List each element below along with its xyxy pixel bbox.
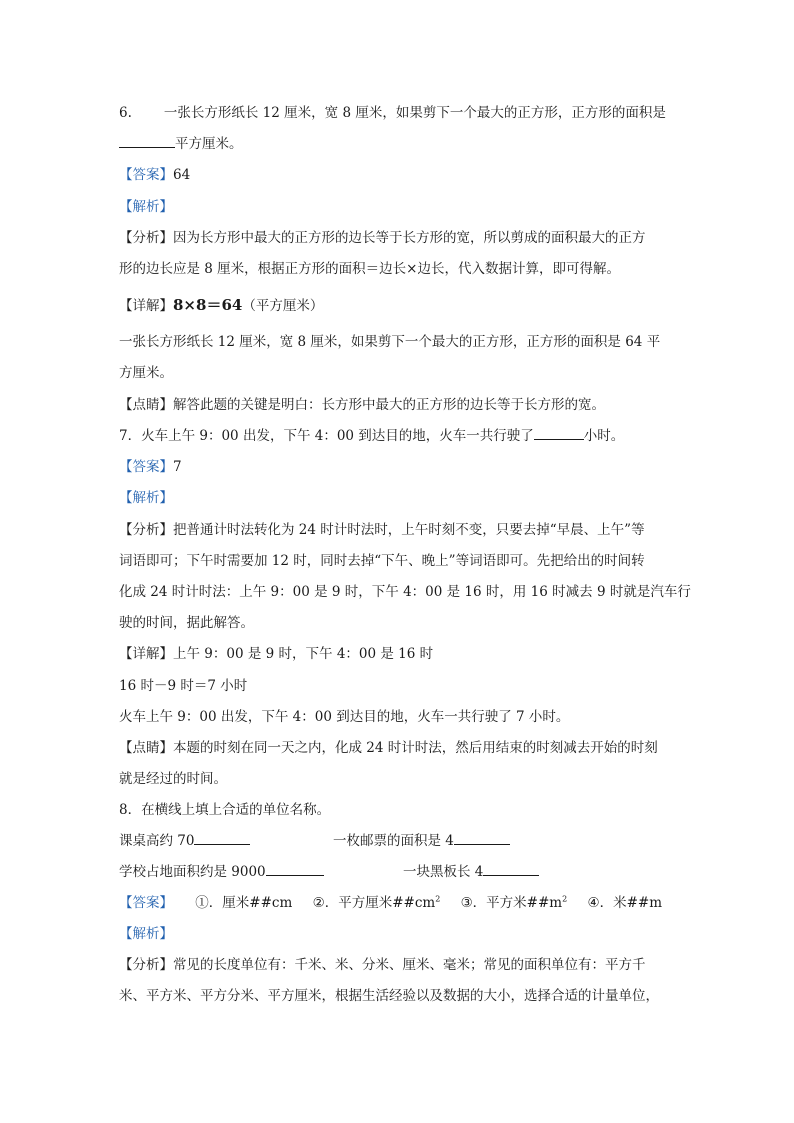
q6-fenxi-text: 因为长方形中最大的正方形的边长等于长方形的宽，所以剪成的面积最大的正方 [173,230,646,246]
q7-xiangjie-text: 上午 9：00 是 9 时，下午 4：00 是 16 时 [173,646,434,662]
q6-dianjing [119,396,605,414]
q8-answer-2-sup: 2 [435,894,441,904]
analysis-tag: 【解析】 [119,926,173,942]
q7-fenxi-text-2: 词语即可；下午时需要加 12 时，同时去掉“下午、晚上”等词语即可。先把给出的时间转 [119,553,645,569]
q6-fenxi-line1 [119,229,646,247]
q8-answer [119,894,662,912]
q8-blank-3 [266,863,324,876]
q7-fenxi-text-4: 驶的时间，据此解答。 [119,615,254,631]
q6-xiangjie-text-2: 方厘米。 [119,365,173,381]
analysis-tag: 【解析】 [119,199,173,215]
q8-answer-3: ③．平方米##m [460,895,563,911]
q7-xiangjie-line3 [119,708,569,726]
q7-xiangjie-text-3: 火车上午 9：00 出发，下午 4：00 到达目的地，火车一共行驶了 7 小时。 [119,709,570,725]
q6-fenxi-text-2: 形的边长应是 8 厘米，根据正方形的面积＝边长×边长，代入数据计算，即可得解。 [119,261,620,277]
q6-unit: （平方厘米） [242,298,324,314]
q6-text: 一张长方形纸长 12 厘米，宽 8 厘米，如果剪下一个最大的正方形，正方形的面积是 [163,105,666,121]
q7-blank [534,427,584,440]
q8-item3 [119,863,324,881]
q8-item4-text: 一块黑板长 4 [403,864,484,880]
q7-xiangjie-line2 [119,677,247,695]
answer-tag: 【答案】 [119,459,173,475]
q8-blank-4 [483,863,539,876]
q8-question [119,801,330,819]
q8-item2 [333,832,510,850]
q6-text-after-blank: 平方厘米。 [175,136,243,152]
q8-text: 8．在横线上填上合适的单位名称。 [119,802,331,818]
answer-tag: 【答案】 [119,895,173,911]
q8-fenxi-text: 常见的长度单位有：千米、米、分米、厘米、毫米；常见的面积单位有：平方千 [173,957,646,973]
q8-item3-text: 学校占地面积约是 9000 [119,864,266,880]
q6-xiangjie-line1 [119,296,323,315]
q7-answer [119,458,182,476]
q6-xiangjie-line3 [119,364,173,382]
q6-analysis-heading [119,198,173,216]
q8-item1 [119,832,250,850]
q6-number: 6. [119,105,132,121]
analysis-tag: 【解析】 [119,490,173,506]
q7-fenxi-line4 [119,614,254,632]
q8-answer-1: ①．厘米##cm [195,895,293,911]
q7-dianjing-text: 本题的时刻在同一天之内，化成 24 时计时法，然后用结束的时刻减去开始的时刻 [173,740,658,756]
q8-blank-1 [194,832,250,845]
q7-xiangjie-line1 [119,645,433,663]
q6-answer [119,166,190,184]
q6-question-line1 [119,104,666,122]
q7-fenxi-text: 把普通计时法转化为 24 时计时法时，上午时刻不变，只要去掉“早晨、上午”等 [173,522,645,538]
q6-xiangjie-line2 [119,333,660,351]
q8-answer-2: ②．平方厘米##cm [312,895,436,911]
q7-question [119,427,624,445]
q8-answer-4: ④．米##m [587,895,663,911]
q7-fenxi-line3 [119,583,691,601]
q7-dianjing-text-2: 就是经过的时间。 [119,771,227,787]
q6-dianjing-text: 解答此题的关键是明白：长方形中最大的正方形的边长等于长方形的宽。 [173,397,605,413]
q8-answer-3-sup: 2 [562,894,568,904]
fenxi-tag: 【分析】 [119,522,173,538]
answer-tag: 【答案】 [119,167,173,183]
q8-item4 [403,863,539,881]
q8-analysis-heading [119,925,173,943]
q7-fenxi-line2 [119,552,645,570]
q6-question-line2 [119,135,243,153]
q7-fenxi-line1 [119,521,645,539]
q7-analysis-heading [119,489,173,507]
q6-xiangjie-text: 一张长方形纸长 12 厘米，宽 8 厘米，如果剪下一个最大的正方形，正方形的面积是 64 平 [119,334,661,350]
q8-fenxi-text-2: 米、平方米、平方分米、平方厘米，根据生活经验以及数据的大小，选择合适的计量单位， [119,988,659,1004]
dianjing-tag: 【点睛】 [119,740,173,756]
xiangjie-tag: 【详解】 [119,298,173,314]
q8-item1-text: 课桌高约 70 [119,833,195,849]
q6-fenxi-line2 [119,260,620,278]
q8-fenxi-line2 [119,987,659,1005]
fenxi-tag: 【分析】 [119,957,173,973]
q8-blank-2 [454,832,510,845]
q6-answer-value: 64 [173,167,191,183]
q8-fenxi-line1 [119,956,646,974]
q7-text-after-blank: 小时。 [583,428,625,444]
q7-answer-value: 7 [173,459,182,475]
q7-fenxi-text-3: 化成 24 时计时法：上午 9：00 是 9 时，下午 4：00 是 16 时，用 16 时减去 9 时就是汽车行 [119,584,691,600]
q7-dianjing-line2 [119,770,227,788]
dianjing-tag: 【点睛】 [119,397,173,413]
fenxi-tag: 【分析】 [119,230,173,246]
q8-item2-text: 一枚邮票的面积是 4 [333,833,454,849]
q7-xiangjie-text-2: 16 时－9 时＝7 小时 [119,678,248,694]
q7-dianjing-line1 [119,739,658,757]
q6-math-expression: 8×8＝64 [173,296,243,314]
q6-blank [119,135,175,148]
q7-text: 7．火车上午 9：00 出发，下午 4：00 到达目的地，火车一共行驶了 [119,428,534,444]
xiangjie-tag: 【详解】 [119,646,173,662]
